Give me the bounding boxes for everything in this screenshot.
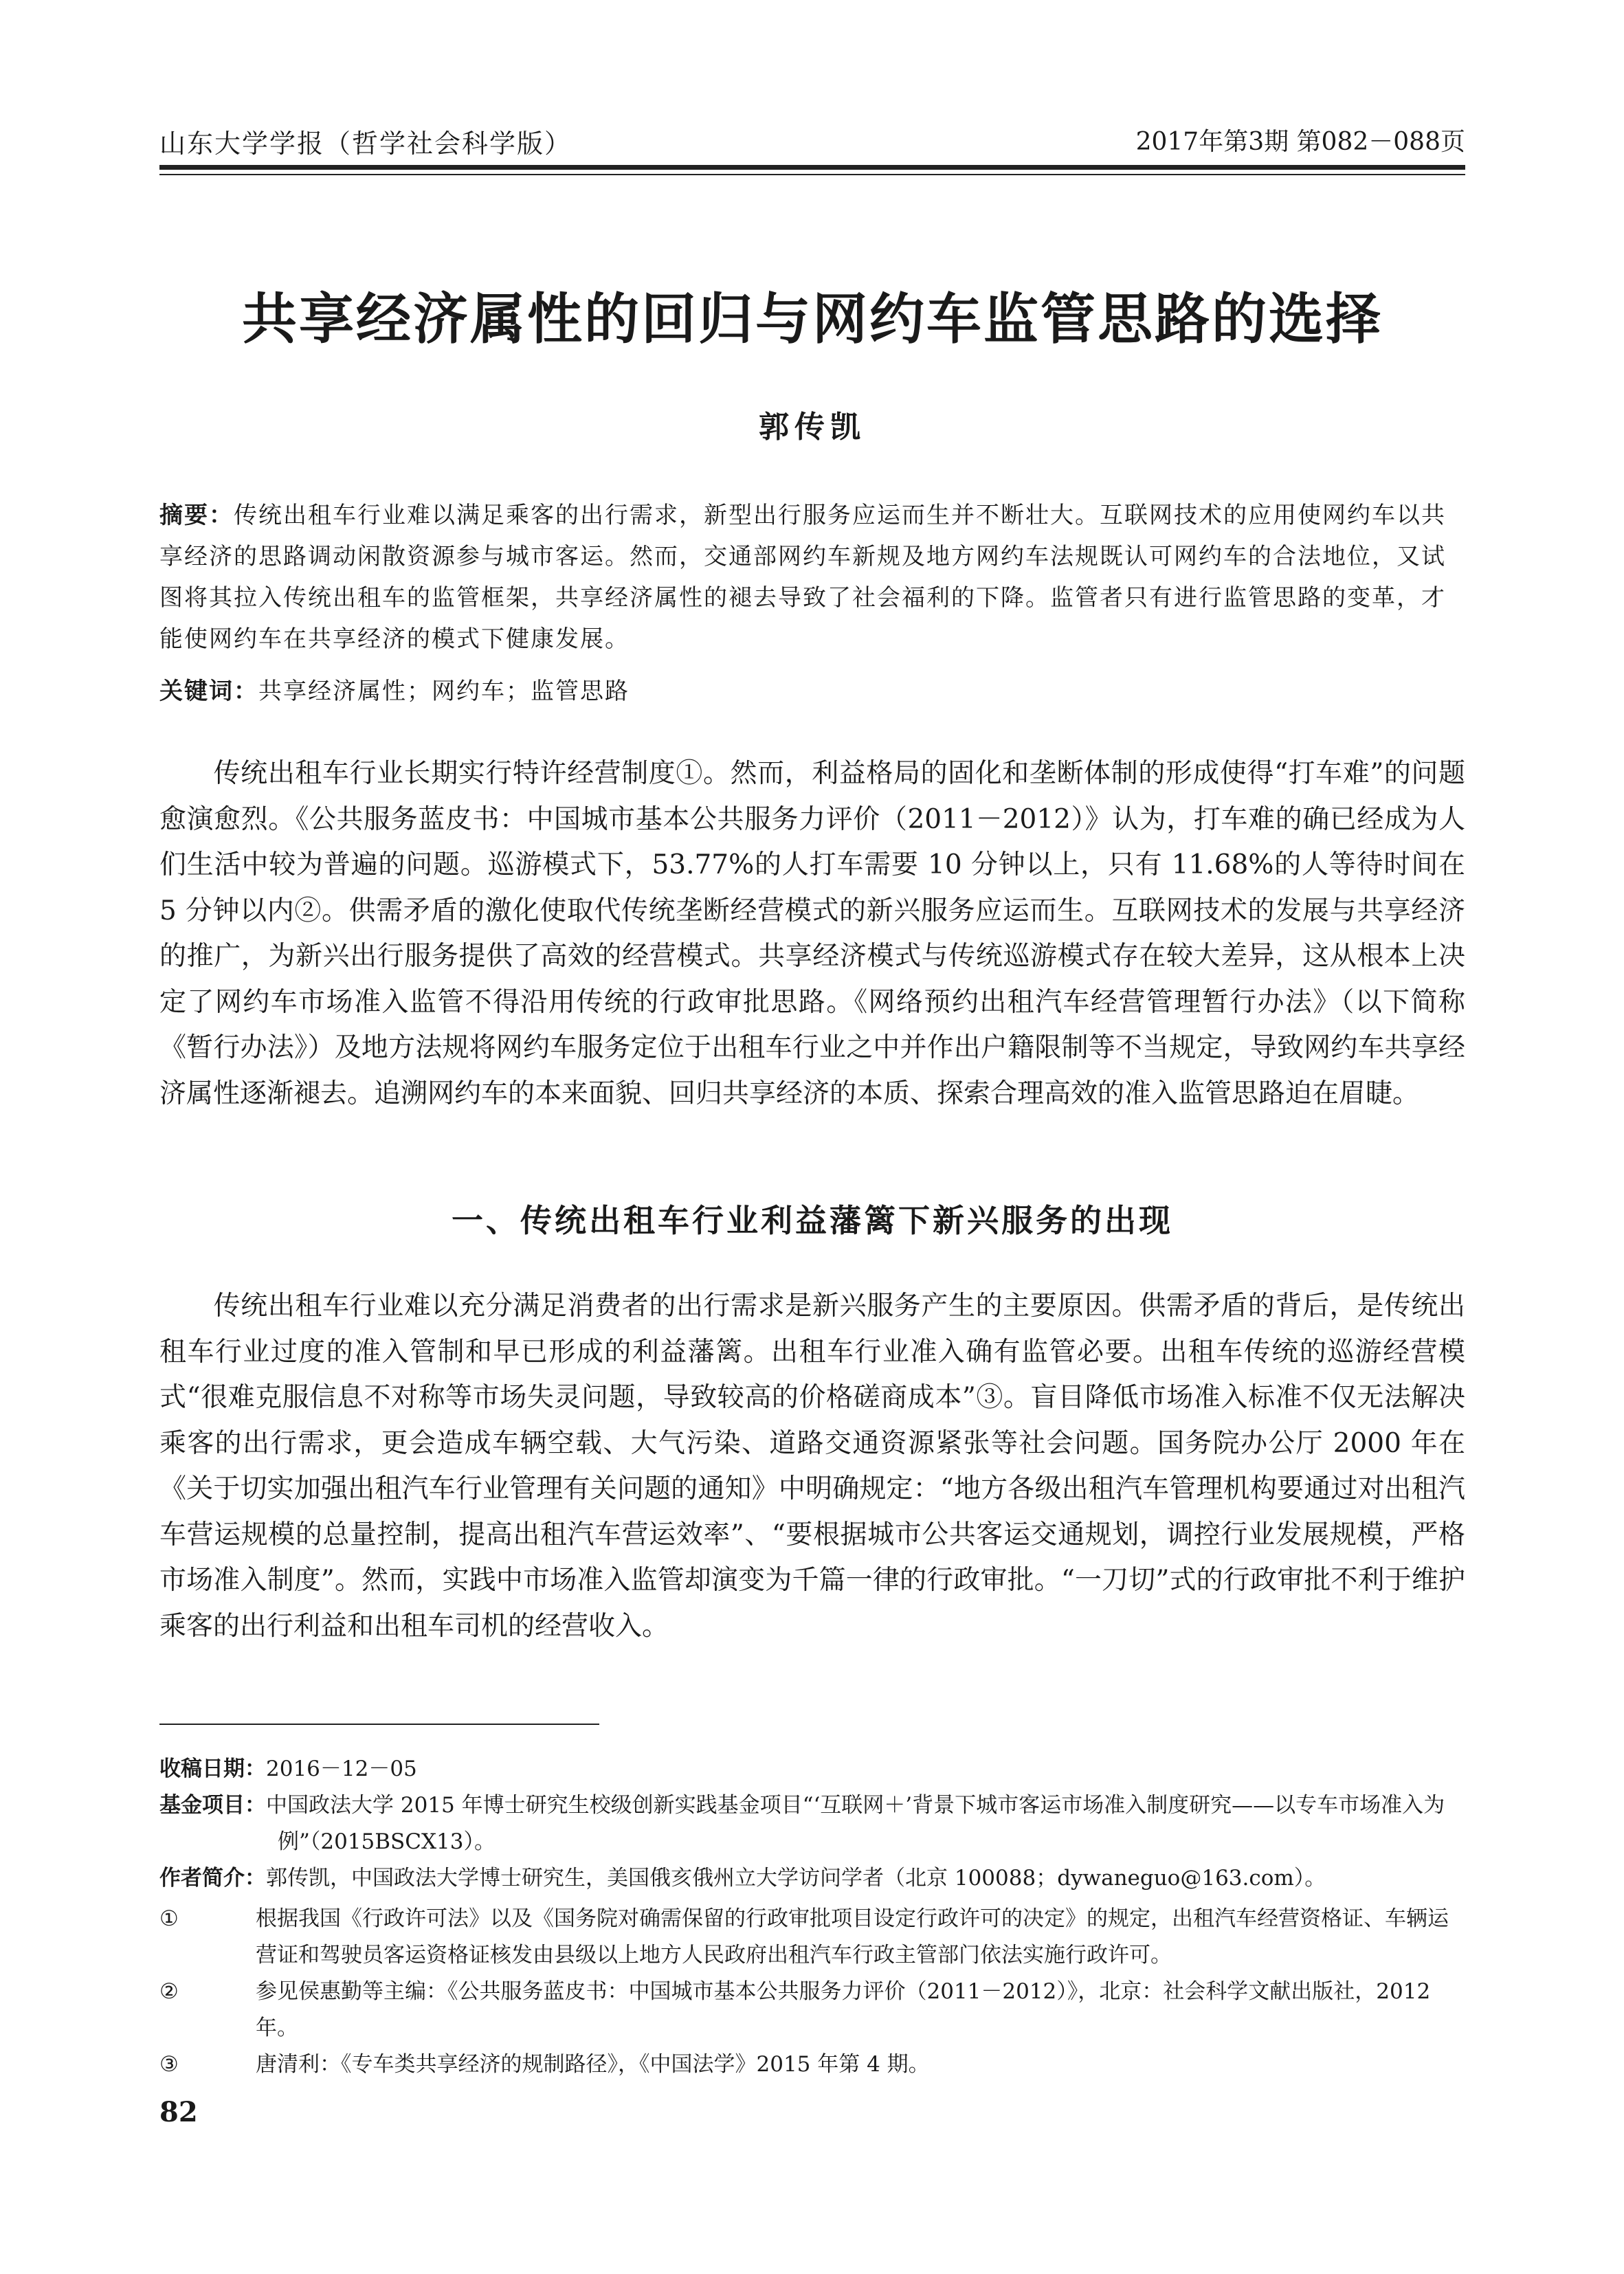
issue-info: 2017年第3期 第082－088页: [1135, 128, 1465, 156]
article-author: 郭传凯: [759, 410, 866, 445]
abstract: [159, 495, 1465, 660]
abstract-label: 摘要：: [159, 502, 234, 529]
keywords-label: 关键词：: [159, 678, 258, 705]
footnote-1: [159, 1901, 1465, 1974]
footnote-text: 唐清利：《专车类共享经济的规制路径》，《中国法学》2015 年第 4 期。: [256, 2052, 930, 2077]
intro-paragraph: [159, 751, 1465, 1117]
keywords: [159, 671, 1465, 712]
header-rule-thick: [159, 165, 1465, 170]
header-rule-thin: [159, 174, 1465, 175]
keywords-text: 共享经济属性；网约车；监管思路: [258, 678, 630, 705]
section-paragraph: [159, 1284, 1465, 1649]
footnote-rule: [159, 1724, 599, 1725]
fund-project: [159, 1787, 1465, 1860]
journal-name: 山东大学学报（哲学社会科学版）: [159, 129, 572, 159]
page-number: 82: [159, 2096, 198, 2128]
abstract-text: 传统出租车行业难以满足乘客的出行需求，新型出行服务应运而生并不断壮大。互联网技术的应用使网约车以共享经济的思路调动闲散资源参与城市客运。然而，交通部网约车新规及地方网约车法规既认可网约车的合法地位，又试图将其拉入传统出租车的监管框架，共享经济属性的褪去导致了社会福利的下降。监管者只有进行监管思路的变革，才能使网约车在共享经济的模式下健康发展。: [159, 502, 1446, 653]
fund-value: 中国政法大学 2015 年博士研究生校级创新实践基金项目“‘互联网＋’背景下城市客运市场准入制度研究——以专车市场准入为例”（2015BSCX13）。: [266, 1793, 1445, 1854]
running-head: [159, 122, 1465, 164]
section-heading: 一、传统出租车行业利益藩篱下新兴服务的出现: [452, 1202, 1173, 1239]
received-date: [159, 1751, 1465, 1787]
footnote-text: 根据我国《行政许可法》以及《国务院对确需保留的行政审批项目设定行政许可的决定》的规定，出租汽车经营资格证、车辆运营证和驾驶员客运资格证核发由县级以上地方人民政府出租汽车行政主管部门依法实施行政许可。: [256, 1906, 1449, 1968]
footnote-mark: ①: [159, 1906, 179, 1931]
received-value: 2016－12－05: [266, 1757, 417, 1781]
fund-label: 基金项目：: [159, 1793, 266, 1818]
footnote-mark: ③: [159, 2052, 179, 2077]
bio-label: 作者简介：: [159, 1866, 266, 1891]
footnotes: [159, 1751, 1465, 2083]
footnote-3: [159, 2047, 1465, 2083]
received-label: 收稿日期：: [159, 1757, 266, 1781]
bio-value: 郭传凯，中国政法大学博士研究生，美国俄亥俄州立大学访问学者（北京 100088；dywaneguo@163.com）。: [266, 1866, 1326, 1891]
footnote-mark: ②: [159, 1979, 179, 2004]
section-text: 传统出租车行业难以充分满足消费者的出行需求是新兴服务产生的主要原因。供需矛盾的背后，是传统出租车行业过度的准入管制和早已形成的利益藩篱。出租车行业准入确有监管必要。出租车传统的巡游经营模式“很难克服信息不对称等市场失灵问题，导致较高的价格磋商成本”③。盲目降低市场准入标准不仅无法解决乘客的出行需求，更会造成车辆空载、大气污染、道路交通资源紧张等社会问题。国务院办公厅 2000 年在《关于切实加强出租汽车行业管理有关问题的通知》中明确规定：“地方各级出租汽车管理机构要通过对出租汽车营运规模的总量控制，提高出租汽车营运效率”、“要根据城市公共客运交通规划，调控行业发展规模，严格市场准入制度”。然而，实践中市场准入监管却演变为千篇一律的行政审批。“一刀切”式的行政审批不利于维护乘客的出行利益和出租车司机的经营收入。: [159, 1291, 1465, 1642]
article-title: 共享经济属性的回归与网约车监管思路的选择: [242, 287, 1383, 351]
author-bio: [159, 1860, 1465, 1897]
footnote-text: 参见侯惠勤等主编：《公共服务蓝皮书：中国城市基本公共服务力评价（2011－2012）》，北京：社会科学文献出版社，2012 年。: [256, 1979, 1431, 2040]
intro-text: 传统出租车行业长期实行特许经营制度①。然而，利益格局的固化和垄断体制的形成使得“打车难”的问题愈演愈烈。《公共服务蓝皮书：中国城市基本公共服务力评价（2011－2012）》认为，打车难的确已经成为人们生活中较为普遍的问题。巡游模式下，53.77%的人打车需要 10 分钟以上，只有 11.68%的人等待时间在 5 分钟以内②。供需矛盾的激化使取代传统垄断经营模式的新兴服务应运而生。互联网技术的发展与共享经济的推广，为新兴出行服务提供了高效的经营模式。共享经济模式与传统巡游模式存在较大差异，这从根本上决定了网约车市场准入监管不得沿用传统的行政审批思路。《网络预约出租汽车经营管理暂行办法》（以下简称《暂行办法》）及地方法规将网约车服务定位于出租车行业之中并作出户籍限制等不当规定，导致网约车共享经济属性逐渐褪去。追溯网约车的本来面貌、回归共享经济的本质、探索合理高效的准入监管思路迫在眉睫。: [159, 758, 1465, 1109]
footnote-2: [159, 1974, 1465, 2047]
